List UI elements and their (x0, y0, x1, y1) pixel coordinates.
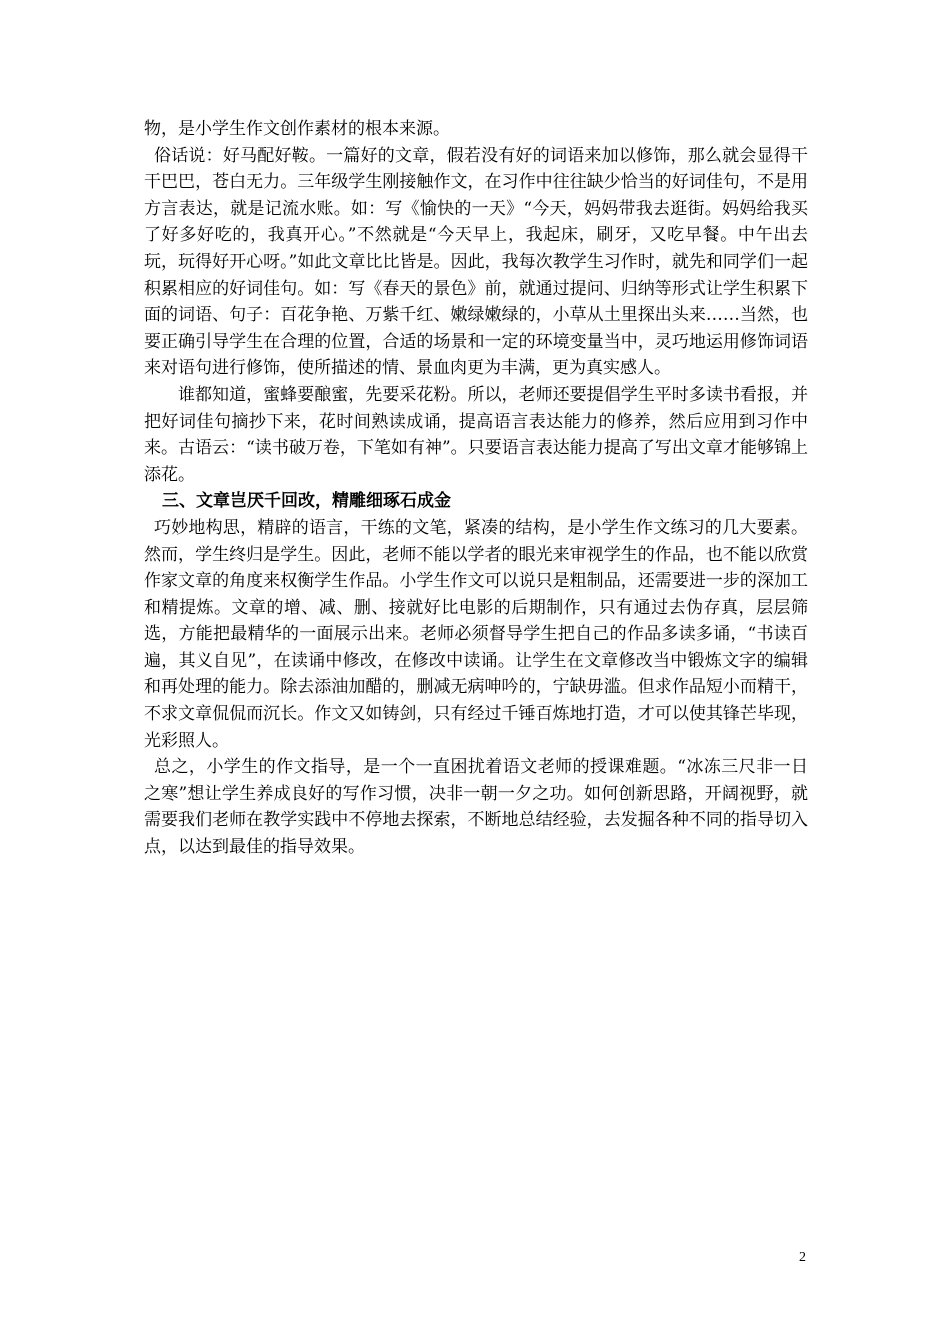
paragraph-reading: 谁都知道，蜜蜂要酿蜜，先要采花粉。所以，老师还要提倡学生平时多读书看报，并把好词佳句摘抄下来，花时间熟读成诵，提高语言表达能力的修养，然后应用到习作中来。古语云：“读书破万卷，下笔如有神”。只要语言表达能力提高了写出文章才能够锦上添花。 (144, 384, 808, 485)
document-body (144, 116, 808, 861)
page-number: 2 (799, 1250, 806, 1265)
paragraph-conclusion: 总之，小学生的作文指导，是一个一直困扰着语文老师的授课难题。“冰冻三尺非一日之寒”想让学生养成良好的写作习惯，决非一朝一夕之功。如何创新思路，开阔视野，就需要我们老师在教学实践中不停地去探索，不断地总结经验，去发掘各种不同的指导切入点，以达到最佳的指导效果。 (144, 757, 808, 858)
paragraph-continuation: 物，是小学生作文创作素材的根本来源。 (144, 119, 450, 139)
paragraph-revision: 巧妙地构思，精辟的语言，干练的文笔，紧凑的结构，是小学生作文练习的几大要素。然而，学生终归是学生。因此，老师不能以学者的眼光来审视学生的作品，也不能以欣赏作家文章的角度来权衡学生作品。小学生作文可以说只是粗制品，还需要进一步的深加工和精提炼。文章的增、减、删、接就好比电影的后期制作，只有通过去伪存真，层层筛选，方能把最精华的一面展示出来。老师必须督导学生把自己的作品多读多诵，“书读百遍，其义自见”，在读诵中修改，在修改中读诵。让学生在文章修改当中锻炼文字的编辑和再处理的能力。除去添油加醋的，删减无病呻吟的，宁缺毋滥。但求作品短小而精干，不求文章侃侃而沉长。作文又如铸剑，只有经过千锤百炼地打造，才可以使其锋芒毕现，光彩照人。 (144, 517, 808, 751)
section-heading-revision: 三、文章岂厌千回改，精雕细琢石成金 (162, 491, 451, 512)
paragraph-good-words: 俗话说：好马配好鞍。一篇好的文章，假若没有好的词语来加以修饰，那么就会显得干干巴巴，苍白无力。三年级学生刚接触作文，在习作中往往缺少恰当的好词佳句，不是用方言表达，就是记流水账。如：写《愉快的一天》“今天，妈妈带我去逛街。妈妈给我买了好多好吃的，我真开心。”不然就是“今天早上，我起床，刷牙，又吃早餐。中午出去玩，玩得好开心呀。”如此文章比比皆是。因此，我每次教学生习作时，就先和同学们一起积累相应的好词佳句。如：写《春天的景色》前，就通过提问、归纳等形式让学生积累下面的词语、句子：百花争艳、万紫千红、嫩绿嫩绿的，小草从土里探出头来……当然，也要正确引导学生在合理的位置，合适的场景和一定的环境变量当中，灵巧地运用修饰词语来对语句进行修饰，使所描述的情、景血肉更为丰满，更为真实感人。 (144, 145, 808, 379)
